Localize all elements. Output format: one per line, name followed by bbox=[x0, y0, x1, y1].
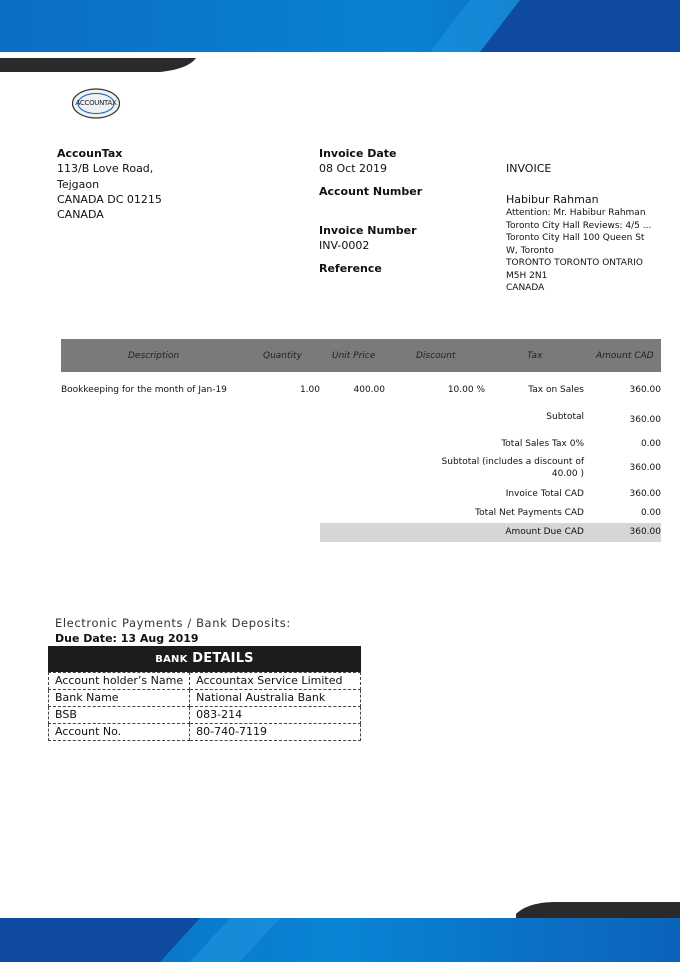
amount-due-label: Amount Due CAD bbox=[505, 527, 584, 537]
document-title: INVOICE bbox=[506, 162, 552, 175]
table-row bbox=[49, 690, 361, 707]
subtotal-value: 360.00 bbox=[629, 415, 661, 425]
invoice-date: 08 Oct 2019 bbox=[319, 162, 388, 175]
bank-value: Accountax Service Limited bbox=[190, 673, 361, 690]
header-amount: Amount CAD bbox=[596, 351, 654, 361]
customer-line: Toronto City Hall Reviews: 4/5 ... bbox=[506, 221, 652, 231]
logo-text: ACCOUNTAX bbox=[75, 99, 117, 107]
invoice-date-label: Invoice Date bbox=[319, 147, 397, 160]
subtotal-discount-value: 360.00 bbox=[629, 463, 661, 473]
header-swoosh bbox=[0, 52, 200, 72]
account-number-label: Account Number bbox=[319, 185, 423, 198]
customer-line: CANADA bbox=[506, 283, 545, 293]
amount-due-value: 360.00 bbox=[629, 527, 661, 537]
header-tax: Tax bbox=[527, 351, 543, 361]
invoice-number-label: Invoice Number bbox=[319, 224, 417, 237]
bank-label: Account No. bbox=[49, 724, 190, 741]
customer-name: Habibur Rahman bbox=[506, 193, 599, 206]
item-amount: 360.00 bbox=[629, 385, 661, 395]
company-address-line: CANADA bbox=[57, 208, 104, 221]
bank-label: BSB bbox=[49, 707, 190, 724]
invoice-number: INV-0002 bbox=[319, 239, 370, 252]
subtotal-discount-label: Subtotal (includes a discount of bbox=[441, 457, 584, 467]
bank-value: 80-740-7119 bbox=[190, 724, 361, 741]
net-payments-value: 0.00 bbox=[640, 508, 661, 518]
bank-title-big: DETAILS bbox=[192, 651, 254, 666]
bank-value: 083-214 bbox=[190, 707, 361, 724]
subtotal-discount-label: 40.00 ) bbox=[551, 469, 584, 479]
header-unit-price: Unit Price bbox=[332, 351, 376, 361]
bank-details-table bbox=[48, 672, 361, 741]
company-address-line: 113/B Love Road, bbox=[57, 162, 154, 175]
subtotal-label: Subtotal bbox=[546, 412, 584, 422]
item-discount: 10.00 % bbox=[447, 385, 485, 395]
item-quantity: 1.00 bbox=[299, 385, 320, 395]
table-row bbox=[49, 707, 361, 724]
customer-line: Attention: Mr. Habibur Rahman bbox=[506, 208, 646, 218]
payment-heading: Electronic Payments / Bank Deposits: bbox=[55, 616, 291, 630]
bank-title-small: BANK bbox=[155, 654, 188, 665]
net-payments-label: Total Net Payments CAD bbox=[475, 508, 584, 518]
customer-line: M5H 2N1 bbox=[506, 271, 548, 281]
bank-label: Bank Name bbox=[49, 690, 190, 707]
invoice-total-value: 360.00 bbox=[629, 489, 661, 499]
reference-label: Reference bbox=[319, 262, 382, 275]
customer-line: W, Toronto bbox=[506, 246, 554, 256]
invoice-total-label: Invoice Total CAD bbox=[505, 489, 584, 499]
header-description: Description bbox=[128, 351, 180, 361]
item-tax: Tax on Sales bbox=[528, 385, 584, 395]
company-address-line: Tejgaon bbox=[57, 178, 100, 191]
bank-label: Account holder’s Name bbox=[49, 673, 190, 690]
sales-tax-label: Total Sales Tax 0% bbox=[501, 439, 584, 449]
bank-value: National Australia Bank bbox=[190, 690, 361, 707]
sales-tax-value: 0.00 bbox=[640, 439, 661, 449]
item-description: Bookkeeping for the month of Jan-19 bbox=[61, 385, 227, 395]
footer-swoosh bbox=[516, 900, 680, 918]
item-unit-price: 400.00 bbox=[353, 385, 385, 395]
table-row bbox=[49, 673, 361, 690]
table-row bbox=[49, 724, 361, 741]
company-name: AccounTax bbox=[57, 147, 123, 160]
bank-details-title bbox=[48, 646, 361, 672]
customer-line: TORONTO TORONTO ONTARIO bbox=[506, 258, 643, 268]
header-discount: Discount bbox=[416, 351, 456, 361]
footer-band bbox=[0, 918, 680, 962]
company-address-line: CANADA DC 01215 bbox=[57, 193, 162, 206]
header-quantity: Quantity bbox=[263, 351, 302, 361]
due-date: Due Date: 13 Aug 2019 bbox=[55, 632, 199, 645]
customer-line: Toronto City Hall 100 Queen St bbox=[506, 233, 645, 243]
header-band bbox=[0, 0, 680, 52]
